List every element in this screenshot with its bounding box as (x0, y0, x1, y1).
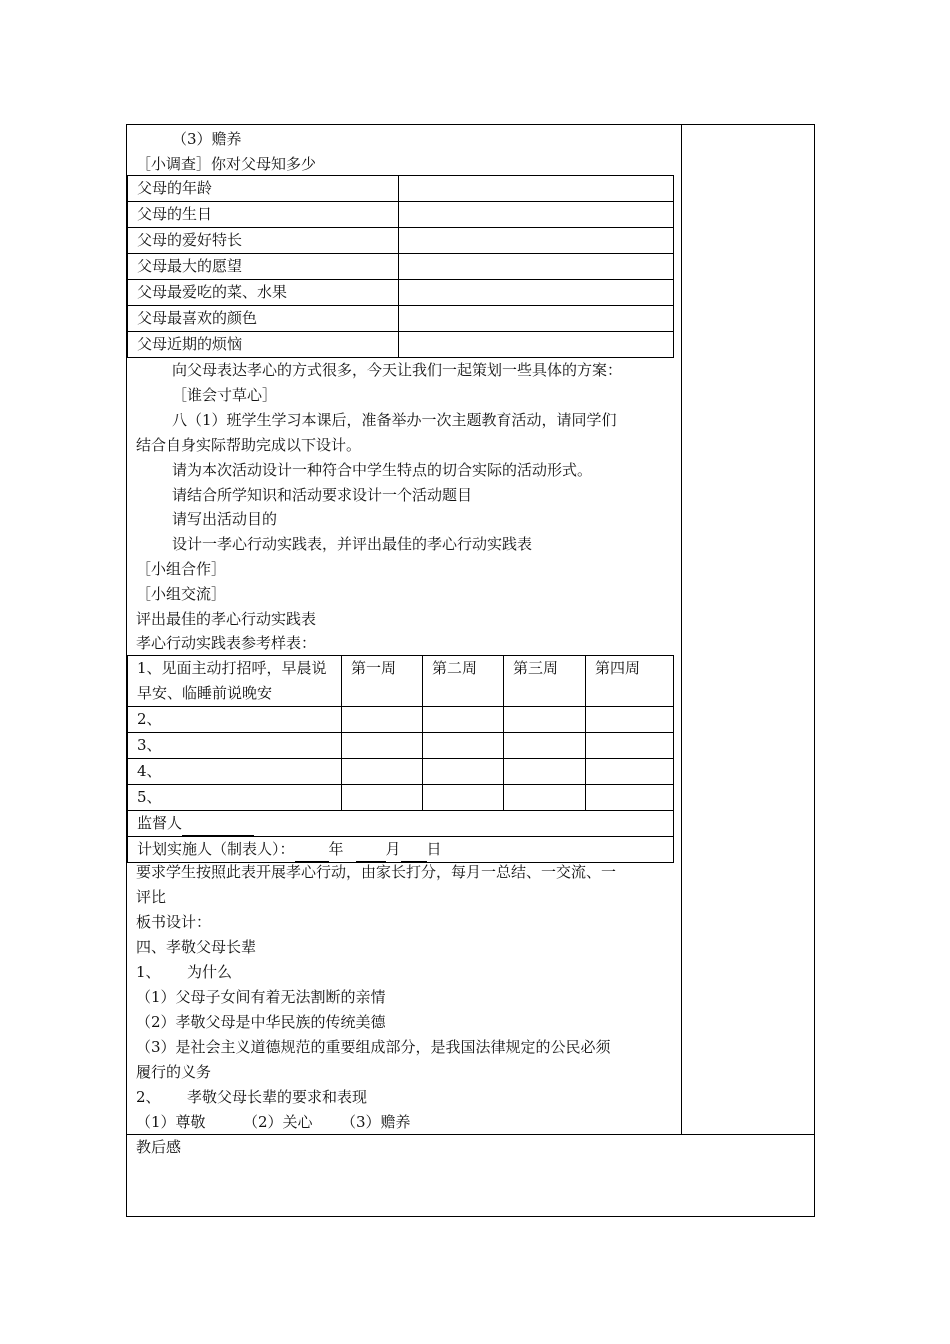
board-design-title: 板书设计： (136, 913, 212, 931)
survey-question: 父母近期的烦恼 (128, 332, 399, 358)
task-2: 请结合所学知识和活动要求设计一个活动题目 (172, 486, 473, 504)
score-cell[interactable] (586, 733, 674, 759)
survey-answer[interactable] (399, 176, 674, 202)
practice-item: 3、 (128, 733, 342, 759)
reason-2: （2）孝敬父母是中华民族的传统美德 (136, 1013, 386, 1031)
table-row (128, 332, 674, 358)
survey-question: 父母的生日 (128, 202, 399, 228)
reason-1: （1）父母子女间有着无法割断的亲情 (136, 988, 386, 1006)
task-4: 设计一孝心行动实践表，并评出最佳的孝心行动实践表 (172, 535, 533, 553)
score-cell[interactable] (423, 759, 504, 785)
way-1: （1）尊敬 (136, 1113, 206, 1131)
reason-3-line-2: 履行的义务 (136, 1063, 212, 1081)
survey-answer[interactable] (399, 254, 674, 280)
survey-answer[interactable] (399, 332, 674, 358)
planner-row (128, 837, 674, 863)
score-cell[interactable] (586, 759, 674, 785)
practice-item: 4、 (128, 759, 342, 785)
score-cell[interactable] (586, 707, 674, 733)
table-row (128, 280, 674, 306)
score-cell[interactable] (342, 785, 423, 811)
table-row (128, 176, 674, 202)
score-cell[interactable] (504, 733, 586, 759)
paragraph-line-1: 八（1）班学生学习本课后，准备举办一次主题教育活动，请同学们 (172, 411, 617, 429)
supervisor-label: 监督人 (137, 814, 183, 832)
task-3: 请写出活动目的 (172, 510, 278, 528)
paragraph-line-2: 结合自身实际帮助完成以下设计。 (136, 436, 362, 454)
score-cell[interactable] (504, 759, 586, 785)
score-cell[interactable] (504, 707, 586, 733)
item-2-text: 孝敬父母长辈的要求和表现 (187, 1088, 368, 1106)
group-work-title: ［小组合作］ (136, 560, 227, 578)
table-row (128, 656, 674, 707)
score-cell[interactable] (342, 733, 423, 759)
group-talk-title: ［小组交流］ (136, 585, 227, 603)
practice-item-1: 1、见面主动打招呼，早晨说早安、临睡前说晚安 (128, 656, 342, 707)
survey-question: 父母的爱好特长 (128, 228, 399, 254)
way-3: （3）赡养 (341, 1113, 411, 1131)
reflection-label: 教后感 (136, 1138, 182, 1156)
practice-table (127, 655, 674, 863)
week-2-header: 第二周 (423, 656, 504, 707)
table-row (128, 707, 674, 733)
item-2-number: 2、 (136, 1088, 161, 1106)
select-best-text: 评出最佳的孝心行动实践表 (136, 610, 317, 628)
practice-item: 2、 (128, 707, 342, 733)
item-1-text: 为什么 (187, 963, 233, 981)
intro-text: 向父母表达孝心的方式很多，今天让我们一起策划一些具体的方案： (172, 361, 623, 379)
supervisor-row (128, 811, 674, 837)
week-1-header: 第一周 (342, 656, 423, 707)
table-row (128, 202, 674, 228)
week-3-header: 第三周 (504, 656, 586, 707)
task-1: 请为本次活动设计一种符合中学生特点的切合实际的活动形式。 (172, 461, 593, 479)
reason-3-line-1: （3）是社会主义道德规范的重要组成部分，是我国法律规定的公民必须 (136, 1038, 611, 1056)
day-blank[interactable] (401, 844, 427, 862)
survey-title: ［小调查］你对父母知多少 (136, 155, 317, 173)
month-blank[interactable] (356, 844, 386, 862)
month-label: 月 (385, 840, 401, 858)
supervisor-blank[interactable] (182, 818, 254, 836)
year-label: 年 (328, 840, 344, 858)
column-divider (681, 125, 682, 1134)
survey-answer[interactable] (399, 202, 674, 228)
heading-3: （3）赡养 (172, 130, 242, 148)
score-cell[interactable] (504, 785, 586, 811)
table-row (128, 306, 674, 332)
score-cell[interactable] (423, 785, 504, 811)
item-1-number: 1、 (136, 963, 161, 981)
survey-answer[interactable] (399, 280, 674, 306)
sample-caption: 孝心行动实践表参考样表： (136, 634, 317, 652)
way-2: （2）关心 (243, 1113, 313, 1131)
survey-answer[interactable] (399, 228, 674, 254)
table-row (128, 785, 674, 811)
score-cell[interactable] (586, 785, 674, 811)
reflection-divider (127, 1134, 814, 1135)
score-cell[interactable] (423, 733, 504, 759)
requirement-line-2: 评比 (136, 888, 167, 906)
year-blank[interactable] (295, 844, 329, 862)
table-row (128, 254, 674, 280)
week-4-header: 第四周 (586, 656, 674, 707)
practice-item: 5、 (128, 785, 342, 811)
lesson-plan-frame (126, 124, 815, 1217)
survey-question: 父母最大的愿望 (128, 254, 399, 280)
table-row (128, 811, 674, 837)
section-title: 四、孝敬父母长辈 (136, 938, 257, 956)
requirement-line-1: 要求学生按照此表开展孝心行动，由家长打分，每月一总结、一交流、一 (136, 863, 617, 881)
planner-label: 计划实施人（制表人）： (137, 840, 295, 858)
who-title: ［谁会寸草心］ (172, 386, 278, 404)
survey-question: 父母的年龄 (128, 176, 399, 202)
table-row (128, 228, 674, 254)
day-label: 日 (426, 840, 442, 858)
table-row (128, 837, 674, 863)
table-row (128, 733, 674, 759)
score-cell[interactable] (342, 759, 423, 785)
survey-answer[interactable] (399, 306, 674, 332)
survey-question: 父母最爱吃的菜、水果 (128, 280, 399, 306)
survey-table (127, 175, 674, 358)
score-cell[interactable] (342, 707, 423, 733)
survey-question: 父母最喜欢的颜色 (128, 306, 399, 332)
score-cell[interactable] (423, 707, 504, 733)
table-row (128, 759, 674, 785)
